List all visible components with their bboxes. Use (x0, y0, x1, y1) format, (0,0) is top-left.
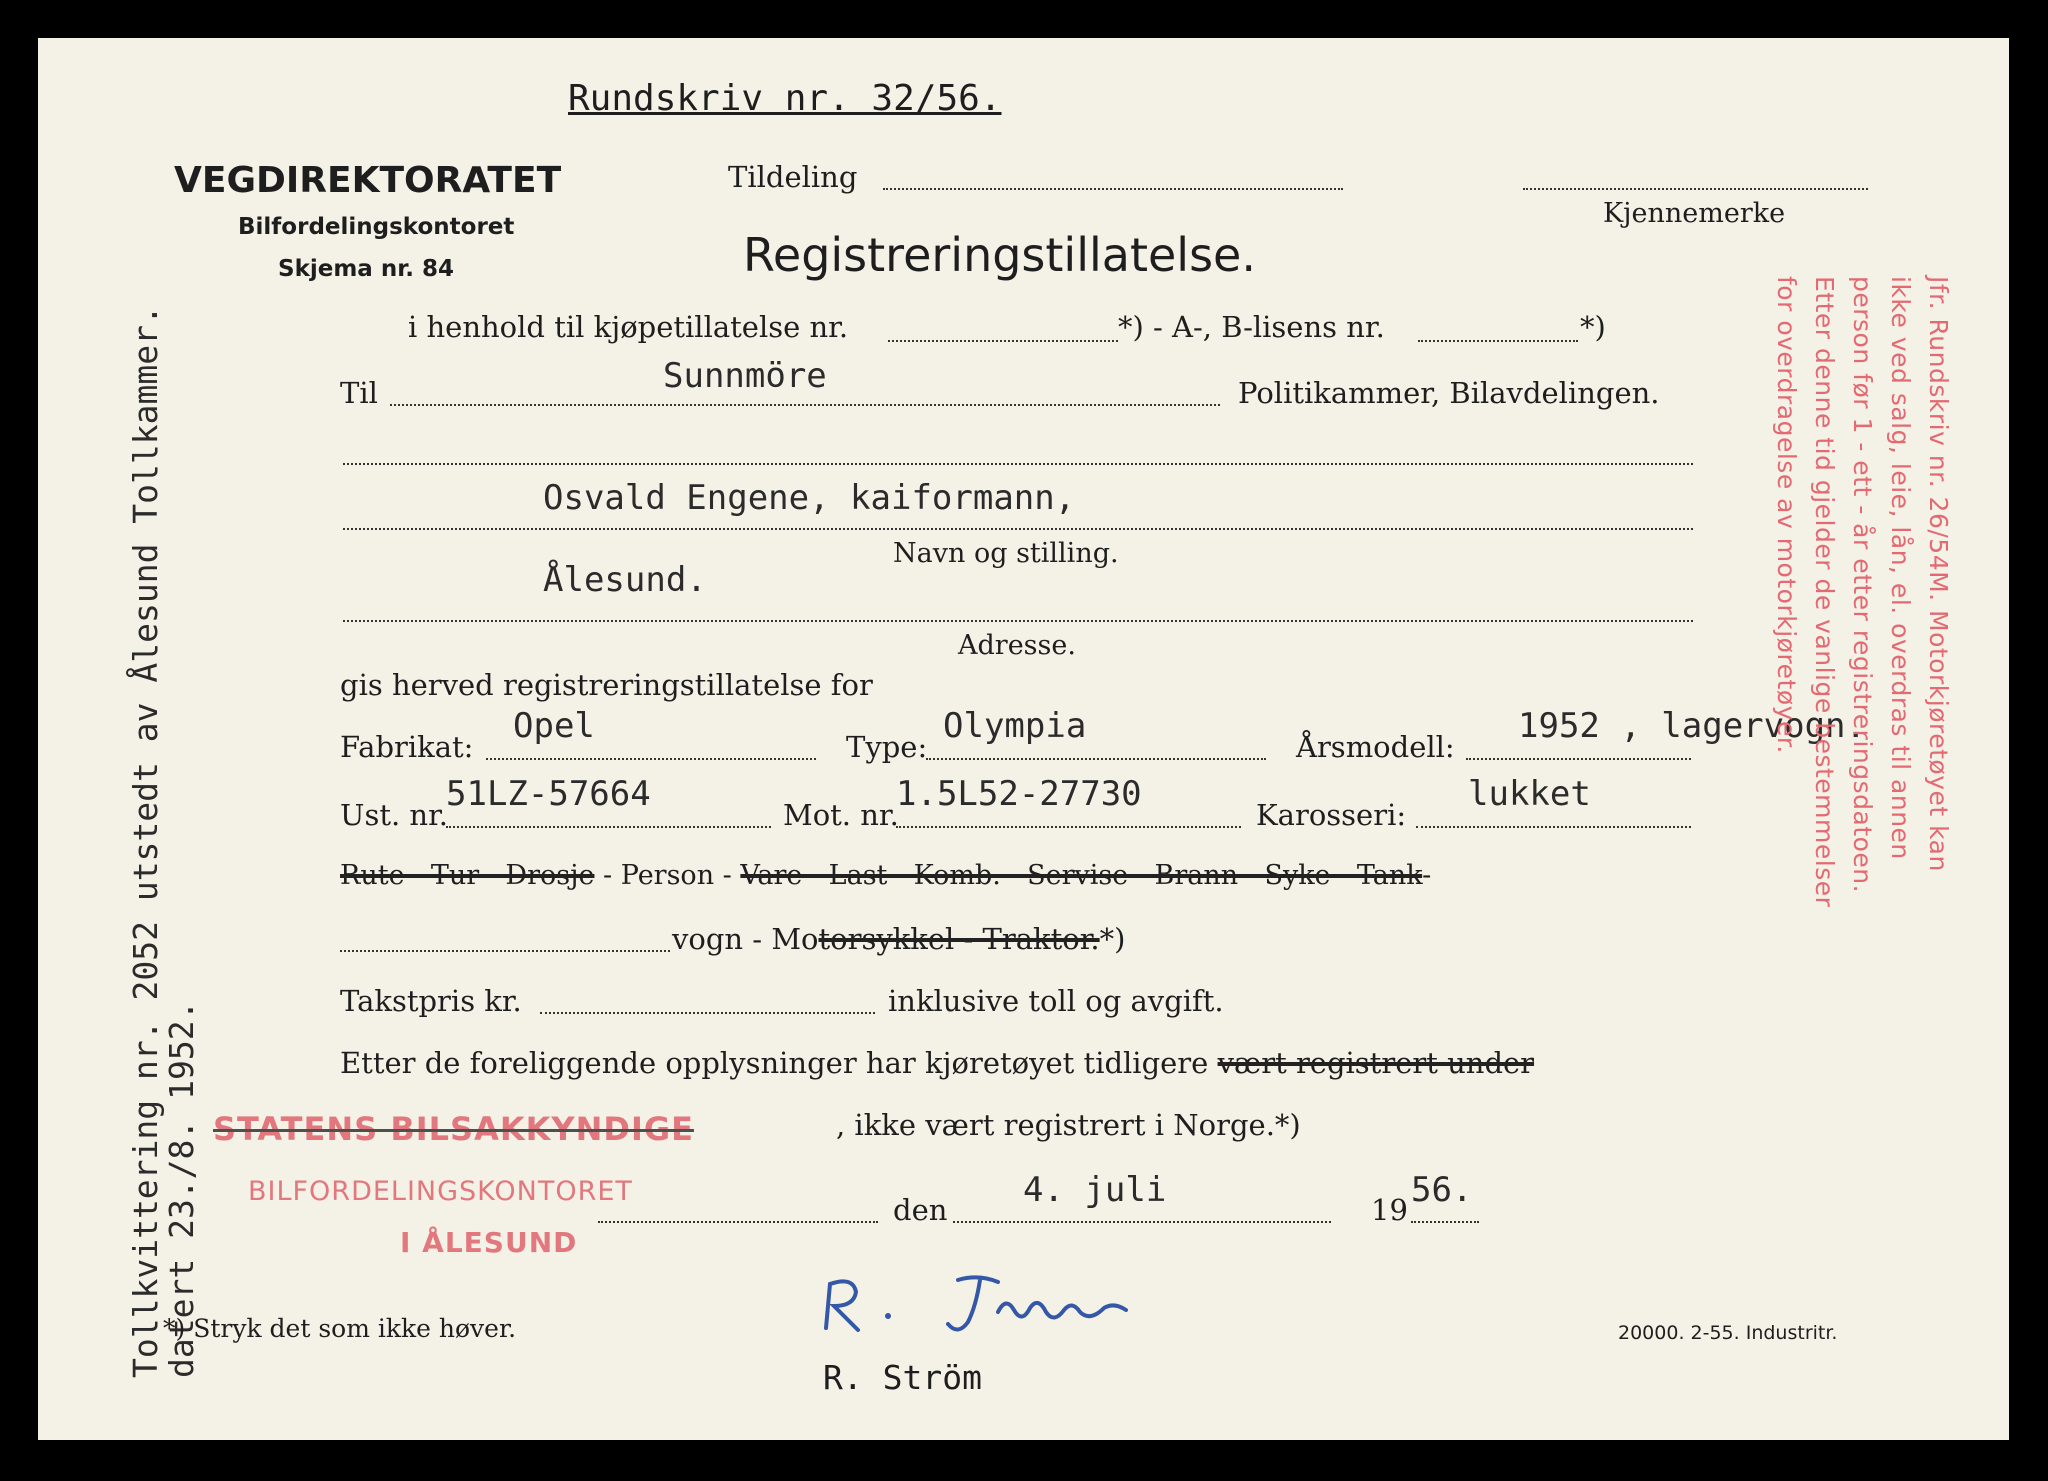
address-label: Adresse. (958, 630, 1076, 661)
registration-form (38, 38, 2009, 1440)
license-label: *) - A-, B-lisens nr. (1118, 310, 1385, 344)
name-label: Navn og stilling. (893, 538, 1119, 569)
year-line (1411, 1221, 1479, 1223)
circular-number: Rundskriv nr. 32/56. (568, 78, 1002, 119)
stamp-line-3: I ÅLESUND (400, 1226, 578, 1259)
struck-category-a: Rute - Tur - Drosje (340, 860, 595, 891)
customs-receipt-line: Tollkvittering nr. 2052 utstedt av Ålesund Tollkammer. (126, 305, 165, 1378)
office-name: Bilfordelingskontoret (238, 214, 515, 240)
type-label: Type: (846, 730, 928, 764)
ust-label: Ust. nr. (340, 798, 448, 832)
ust-line (446, 826, 771, 828)
etter-row (340, 1046, 1534, 1080)
red-note-line-5: for overdragelse av motorkjøretøyer. (1772, 276, 1801, 754)
stamp-line-1 (213, 1110, 694, 1148)
tildeling-label: Tildeling (728, 160, 858, 194)
red-note-line-1: Jfr. Rundskriv nr. 26/54M. Motorkjøretøyet kan (1924, 276, 1953, 872)
org-name: VEGDIREKTORATET (174, 160, 562, 201)
fabrikat-label: Fabrikat: (340, 730, 474, 764)
arsmodell-label: Årsmodell: (1296, 730, 1455, 764)
category-row (340, 860, 1431, 891)
red-note-line-3: person før 1 - ett - år etter registreringsdatoen. (1848, 276, 1877, 894)
name-line (343, 528, 1693, 530)
vogn-label: vogn - Mo (672, 922, 819, 956)
kjennemerke-line (1523, 188, 1868, 190)
struck-previous-registration: vært registrert under (1217, 1046, 1535, 1080)
arsmodell-line (1466, 758, 1691, 760)
stamp-line-1-text: STATENS BILSAKKYNDIGE (213, 1110, 694, 1148)
vogn-footnote-mark: *) (1099, 922, 1126, 956)
til-value: Sunnmöre (663, 356, 827, 396)
grant-text: gis herved registreringstillatelse for (340, 668, 873, 702)
type-line (926, 758, 1266, 760)
purchase-number-line (888, 340, 1118, 342)
ust-value: 51LZ-57664 (446, 774, 651, 814)
takst-label: Takstpris kr. (340, 984, 522, 1018)
license-footnote-mark: *) (1580, 310, 1606, 344)
form-title: Registreringstillatelse. (743, 228, 1256, 282)
til-line (390, 404, 1220, 406)
struck-category-b: Vare - Last - Komb. - Servise - Brann - Syke - Tank (740, 860, 1423, 891)
vogn-line (340, 950, 670, 952)
address-line (343, 620, 1693, 622)
karosseri-value: lukket (1468, 774, 1591, 814)
den-label: den (893, 1193, 948, 1227)
struck-vehicle-types: torsykkel - Traktor. (818, 922, 1100, 956)
place-line (598, 1221, 878, 1223)
tildeling-line (883, 188, 1343, 190)
schema-number: Skjema nr. 84 (278, 256, 455, 282)
date-line (953, 1221, 1331, 1223)
police-label: Politikammer, Bilavdelingen. (1238, 376, 1660, 410)
takst-line (540, 1012, 875, 1014)
customs-receipt-date: datert 23./8. 1952. (162, 1000, 201, 1378)
date-value: 4. juli (1023, 1170, 1167, 1210)
type-value: Olympia (943, 706, 1087, 746)
red-note-line-2: ikke ved salg, leie, lån, el. overdras til annen (1886, 276, 1915, 860)
license-number-line (1418, 340, 1578, 342)
name-value: Osvald Engene, kaiformann, (543, 478, 1076, 518)
fabrikat-value: Opel (513, 706, 595, 746)
karosseri-label: Karosseri: (1256, 798, 1407, 832)
arsmodell-value: 1952 , lagervogn. (1518, 706, 1866, 746)
blank-line (343, 463, 1693, 465)
handwritten-signature (808, 1266, 1168, 1346)
footnote: *) Stryk det som ikke høver. (163, 1314, 517, 1343)
mot-value: 1.5L52-27730 (896, 774, 1142, 814)
red-note-line-4: Etter denne tid gjelder de vanlige bestemmelser (1810, 276, 1839, 908)
year-prefix: 19 (1371, 1193, 1408, 1227)
category-end: - (1422, 860, 1432, 891)
print-code: 20000. 2-55. Industritr. (1618, 1322, 1838, 1344)
mot-label: Mot. nr. (783, 798, 899, 832)
karosseri-line (1416, 826, 1691, 828)
address-value: Ålesund. (543, 560, 707, 600)
til-label: Til (340, 376, 378, 410)
kjennemerke-label: Kjennemerke (1603, 198, 1786, 229)
not-registered-text: , ikke vært registrert i Norge.*) (836, 1108, 1301, 1142)
mot-line (896, 826, 1241, 828)
category-person: - Person - (594, 860, 741, 891)
vogn-row (672, 922, 1125, 956)
purchase-label: i henhold til kjøpetillatelse nr. (408, 310, 849, 344)
year-value: 56. (1411, 1170, 1473, 1210)
signature-name: R. Ström (823, 1358, 982, 1397)
takst-suffix: inklusive toll og avgift. (888, 984, 1224, 1018)
stamp-line-2: BILFORDELINGSKONTORET (248, 1176, 633, 1207)
fabrikat-line (486, 758, 816, 760)
etter-text: Etter de foreliggende opplysninger har kjøretøyet tidligere (340, 1046, 1209, 1080)
